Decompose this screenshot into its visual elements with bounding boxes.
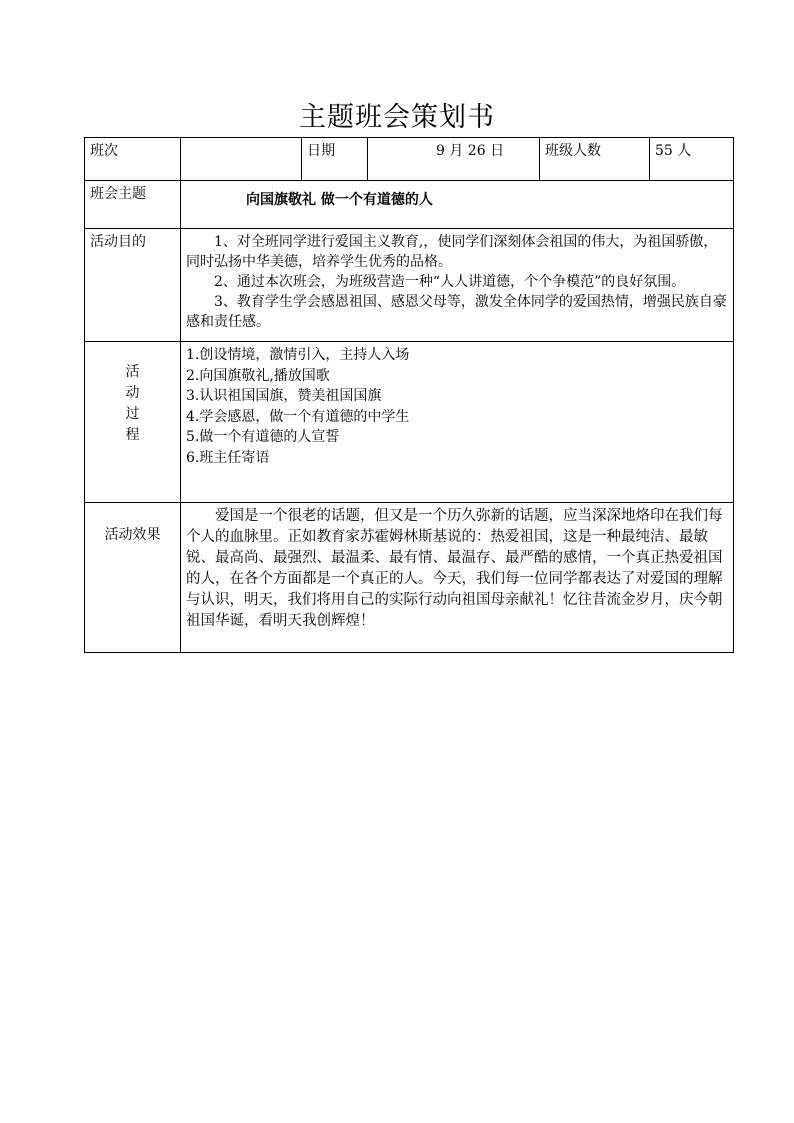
table-row: [85, 342, 734, 503]
table-row: [85, 229, 734, 342]
page-title: 主题班会策划书: [299, 102, 495, 133]
purpose-content: [181, 229, 734, 342]
process-step: 5.做一个有道德的人宣誓: [186, 429, 340, 445]
theme-label: 班会主题: [85, 181, 181, 229]
table-row: [85, 503, 734, 653]
purpose-item: 1、对全班同学进行爱国主义教育,，使同学们深刻体会祖国的伟大，为祖国骄傲，同时弘扬中华美德，培养学生优秀的品格。: [186, 234, 718, 270]
table-row: [85, 181, 734, 229]
process-label-char: 动: [125, 385, 140, 401]
date-label: 日期: [302, 138, 368, 181]
process-label: [85, 342, 181, 503]
process-steps: [181, 342, 734, 503]
class-label: 班次: [85, 138, 181, 181]
process-label-char: 过: [125, 406, 140, 422]
process-step: 4.学会感恩，做一个有道德的中学生: [186, 408, 410, 425]
theme-value: 向国旗敬礼 做一个有道德的人: [181, 181, 734, 229]
purpose-label: 活动目的: [85, 229, 181, 342]
process-step: 6.班主任寄语: [186, 449, 270, 466]
process-step: 1.创设情境，激情引入，主持人入场: [186, 347, 410, 363]
effect-text: 爱国是一个很老的话题，但又是一个历久弥新的话题，应当深深地烙印在我们每个人的血脉里。正如教育家苏霍姆林斯基说的：热爱祖国，这是一种最纯洁、最敏锐、最高尚、最强烈、最温柔、最有情、最温存、最严酷的感情，一个真正热爱祖国的人，在各个方面都是一个真正的人。今天，我们每一位同学都表达了对爱国的理解与认识，明天，我们将用自己的实际行动向祖国母亲献礼！忆往昔流金岁月，庆今朝祖国华诞，看明天我创辉煌！: [186, 508, 723, 629]
process-step: 2.向国旗敬礼,播放国歌: [186, 367, 330, 384]
plan-table: [84, 137, 734, 653]
process-step: 3.认识祖国国旗，赞美祖国国旗: [186, 388, 382, 404]
purpose-item: 2、通过本次班会，为班级营造一种“人人讲道德，个个争模范”的良好氛围。: [214, 274, 686, 290]
date-value: 9 月 26 日: [368, 138, 540, 181]
class-count-value: 55 人: [650, 138, 734, 181]
class-value: [181, 138, 302, 181]
process-label-char: 程: [125, 427, 140, 443]
table-row: [85, 138, 734, 181]
purpose-item: 3、教育学生学会感恩祖国、感恩父母等，激发全体同学的爱国热情，增强民族自豪感和责任感。: [186, 294, 727, 330]
class-count-label: 班级人数: [540, 138, 650, 181]
process-label-char: 活: [125, 364, 140, 380]
effect-content: [181, 503, 734, 653]
effect-label: 活动效果: [85, 503, 181, 653]
